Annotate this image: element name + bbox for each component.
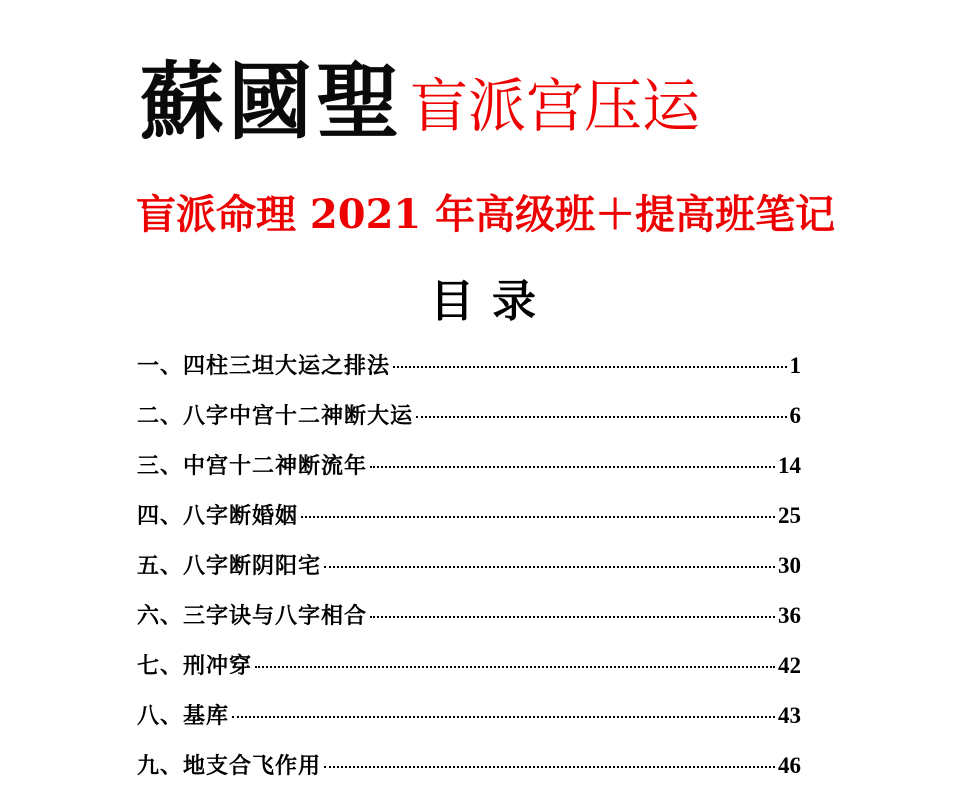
toc-dot-leader	[416, 416, 786, 418]
toc-heading: 目录	[430, 276, 554, 327]
toc-entry[interactable]	[137, 494, 801, 544]
toc-entry-page: 43	[778, 703, 801, 728]
document-subtitle: 盲派命理 2021 年高级班＋提高班笔记	[136, 191, 836, 238]
toc-dot-leader	[232, 716, 775, 718]
toc-entry-label: 四、八字断婚姻	[137, 504, 299, 529]
toc-entry-label: 六、三字诀与八字相合	[137, 604, 368, 629]
toc-dot-leader	[370, 466, 775, 468]
toc-entry[interactable]	[137, 744, 801, 794]
document-header	[140, 52, 700, 152]
toc-entry-label: 三、中宫十二神断流年	[137, 454, 368, 479]
toc-entry[interactable]	[137, 644, 801, 694]
toc-dot-leader	[324, 566, 775, 568]
table-of-contents	[137, 344, 801, 794]
toc-entry-page: 42	[778, 653, 801, 678]
toc-entry-label: 五、八字断阴阳宅	[137, 554, 322, 579]
toc-entry-label: 二、八字中宫十二神断大运	[137, 404, 414, 429]
toc-entry-page: 6	[789, 403, 801, 428]
toc-entry-page: 1	[789, 353, 801, 378]
toc-entry-label: 一、四柱三坦大运之排法	[137, 354, 391, 379]
toc-entry-page: 46	[778, 753, 801, 778]
toc-entry[interactable]	[137, 344, 801, 394]
toc-entry-page: 30	[778, 553, 801, 578]
toc-dot-leader	[301, 516, 775, 518]
toc-entry[interactable]	[137, 394, 801, 444]
toc-entry-label: 七、刑冲穿	[137, 654, 253, 679]
toc-entry-label: 八、基库	[137, 704, 230, 729]
toc-dot-leader	[393, 366, 786, 368]
toc-entry[interactable]	[137, 544, 801, 594]
calligraphy-author-name: 蘇國聖	[140, 52, 405, 151]
toc-entry-page: 14	[778, 453, 801, 478]
toc-entry[interactable]	[137, 444, 801, 494]
toc-entry-label: 九、地支合飞作用	[137, 754, 322, 779]
toc-dot-leader	[255, 666, 775, 668]
toc-dot-leader	[324, 766, 775, 768]
toc-entry[interactable]	[137, 694, 801, 744]
toc-entry-page: 36	[778, 603, 801, 628]
toc-entry-page: 25	[778, 503, 801, 528]
toc-entry[interactable]	[137, 594, 801, 644]
document-title: 盲派宫压运	[410, 72, 701, 140]
toc-dot-leader	[370, 616, 775, 618]
